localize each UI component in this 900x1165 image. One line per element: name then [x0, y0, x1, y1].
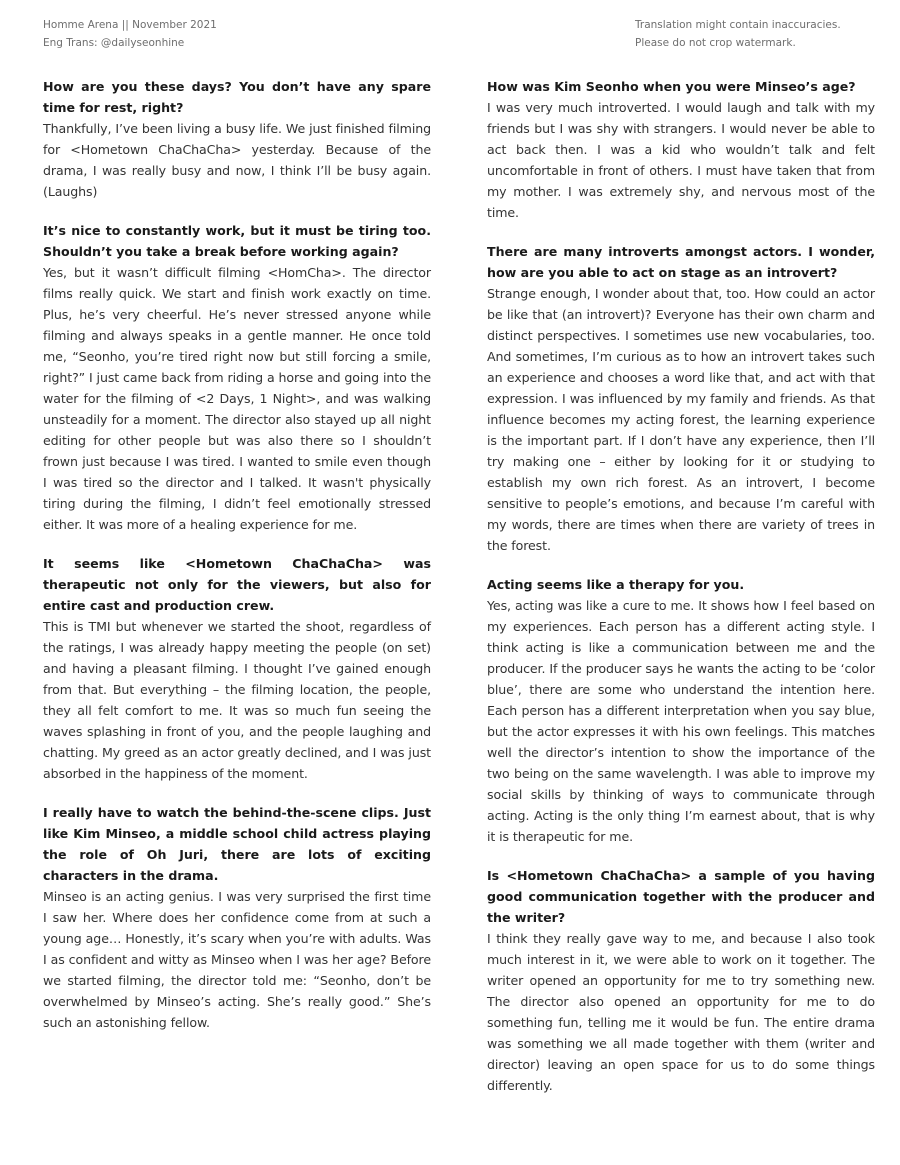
source-line: Homme Arena || November 2021: [43, 19, 217, 31]
qa-block: [43, 76, 431, 202]
answer: Strange enough, I wonder about that, too. How could an actor be like that (an introvert)? Everyone has their own charm and distinct perspectives. I sometimes use new vocabularies, too. And sometimes, I’m curious as to how an introvert takes such an experience and chooses a word like that, and act with that expression. I was influenced by my family and friends. As that influence becomes my acting forest, the learning experience is the important part. If I don’t have any experience, then I’ll try making one – either by looking for it or studying to establish my own rich forest. As an introvert, I become sensitive to people’s emotions, and because I’m careful with my words, there are times when there are variety of trees in the forest.: [487, 286, 875, 553]
answer: Minseo is an acting genius. I was very surprised the first time I saw her. Where does her confidence come from at such a young age… Honestly, it’s scary when you’re with adults. Was I as confident and witty as Minseo when I was her age? Before we started filming, the director told me: “Seonho, don’t be overwhelmed by Minseo’s acting. She’s really good.” She’s such an astonishing fellow.: [43, 889, 431, 1030]
disclaimer-line: Translation might contain inaccuracies.: [635, 19, 841, 31]
question: How are you these days? You don’t have any spare time for rest, right?: [43, 79, 431, 115]
article-body: [43, 76, 875, 1114]
page-header: [43, 16, 857, 56]
right-column: [487, 76, 875, 1114]
question: How was Kim Seonho when you were Minseo’s age?: [487, 79, 856, 94]
answer: This is TMI but whenever we started the shoot, regardless of the ratings, I was already happy meeting the people (on set) and having a pleasant filming. I thought I’ve gained enough from that. But everything – the filming location, the people, they all felt comfort to me. It was so much fun seeing the waves splashing in front of you, and the people laughing and chatting. My greed as an actor greatly declined, and I was just absorbed in the happiness of the moment.: [43, 619, 431, 781]
qa-block: [43, 553, 431, 784]
header-right: [635, 16, 857, 56]
qa-block: [43, 220, 431, 535]
question: It seems like <Hometown ChaChaCha> was therapeutic not only for the viewers, but also for entire cast and production crew.: [43, 556, 431, 613]
watermark-note: Please do not crop watermark.: [635, 37, 796, 49]
qa-block: [487, 76, 875, 223]
qa-block: [43, 802, 431, 1033]
translator-credit: Eng Trans: @dailyseonhine: [43, 37, 185, 49]
question: Is <Hometown ChaChaCha> a sample of you having good communication together with the producer and the writer?: [487, 868, 875, 925]
answer: Yes, but it wasn’t difficult filming <HomCha>. The director films really quick. We start and finish work exactly on time. Plus, he’s very cheerful. He’s never stressed anyone while filming and always speaks in a gentle manner. He once told me, “Seonho, you’re tired right now but still forcing a smile, right?” I just came back from riding a horse and going into the water for the filming of <2 Days, 1 Night>, and was walking unsteadily for a moment. The director also stayed up all night editing for other people but was also there so I shouldn’t frown just because I was tired. I wanted to smile even though I was tired so the director and I talked. It wasn't physically tiring during the filming, I didn’t feel emotionally stressed either. It was more of a healing experience for me.: [43, 265, 431, 532]
answer: Yes, acting was like a cure to me. It shows how I feel based on my experiences. Each person has a different acting style. I think acting is like a communication between me and the producer. If the producer says he wants the acting to be ‘color blue’, there are some who understand the intention here. Each person has a different interpretation when you say blue, but the actor expresses it with his own feelings. This matches well the director’s intention to show the importance of the two being on the same wavelength. I was able to improve my social skills by thinking of ways to communicate through acting. Acting is the only thing I’m earnest about, that is why it is therapeutic for me.: [487, 598, 875, 844]
answer: I was very much introverted. I would laugh and talk with my friends but I was shy with strangers. I would never be able to act back then. I was a kid who wouldn’t talk and felt uncomfortable in front of others. I must have taken that from my mother. I was extremely shy, and nervous most of the time.: [487, 100, 875, 220]
question: I really have to watch the behind-the-scene clips. Just like Kim Minseo, a middle school child actress playing the role of Oh Juri, there are lots of exciting characters in the drama.: [43, 805, 431, 883]
answer: I think they really gave way to me, and because I also took much interest in it, we were able to work on it together. The writer opened an opportunity for me to try something new. The director also opened an opportunity for me to do something fun, telling me it would be fun. The entire drama was something we all made together with them (writer and director) leaving an open space for us to do some things differently.: [487, 931, 875, 1093]
question: Acting seems like a therapy for you.: [487, 577, 745, 592]
question: There are many introverts amongst actors. I wonder, how are you able to act on stage as an introvert?: [487, 244, 875, 280]
qa-block: [487, 241, 875, 556]
qa-block: [487, 865, 875, 1096]
qa-block: [487, 574, 875, 847]
question: It’s nice to constantly work, but it must be tiring too. Shouldn’t you take a break before working again?: [43, 223, 431, 259]
left-column: [43, 76, 431, 1114]
header-left: [43, 16, 217, 56]
answer: Thankfully, I’ve been living a busy life. We just finished filming for <Hometown ChaChaCha> yesterday. Because of the drama, I was really busy and now, I think I’ll be busy again. (Laughs): [43, 121, 431, 199]
